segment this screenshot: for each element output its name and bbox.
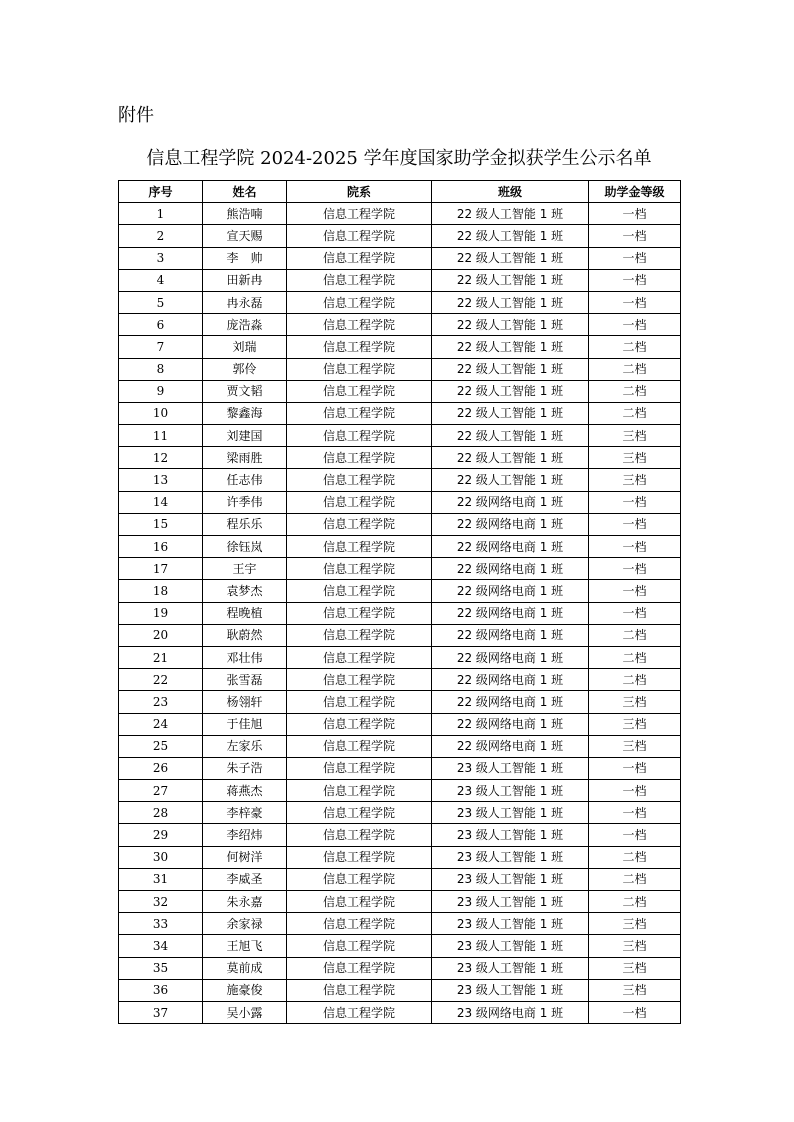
cell-class: 22 级人工智能 1 班 bbox=[432, 314, 589, 336]
cell-class: 22 级网络电商 1 班 bbox=[432, 646, 589, 668]
cell-grant-level: 二档 bbox=[589, 402, 681, 424]
cell-name: 宣天赐 bbox=[203, 225, 287, 247]
cell-name: 耿蔚然 bbox=[203, 624, 287, 646]
cell-class: 23 级人工智能 1 班 bbox=[432, 957, 589, 979]
cell-name: 朱子浩 bbox=[203, 757, 287, 779]
cell-class: 22 级网络电商 1 班 bbox=[432, 580, 589, 602]
cell-class: 22 级人工智能 1 班 bbox=[432, 358, 589, 380]
table-row bbox=[119, 314, 681, 336]
cell-class: 22 级网络电商 1 班 bbox=[432, 624, 589, 646]
table-row bbox=[119, 247, 681, 269]
table-row bbox=[119, 713, 681, 735]
cell-grant-level: 一档 bbox=[589, 247, 681, 269]
cell-department: 信息工程学院 bbox=[287, 669, 432, 691]
cell-name: 贾文韬 bbox=[203, 380, 287, 402]
cell-class: 22 级人工智能 1 班 bbox=[432, 291, 589, 313]
cell-index: 6 bbox=[119, 314, 203, 336]
cell-index: 29 bbox=[119, 824, 203, 846]
cell-grant-level: 一档 bbox=[589, 491, 681, 513]
table-row bbox=[119, 757, 681, 779]
cell-class: 23 级人工智能 1 班 bbox=[432, 824, 589, 846]
cell-department: 信息工程学院 bbox=[287, 757, 432, 779]
cell-department: 信息工程学院 bbox=[287, 447, 432, 469]
cell-index: 4 bbox=[119, 269, 203, 291]
cell-name: 李 帅 bbox=[203, 247, 287, 269]
cell-class: 23 级人工智能 1 班 bbox=[432, 846, 589, 868]
table-row bbox=[119, 935, 681, 957]
cell-grant-level: 三档 bbox=[589, 713, 681, 735]
cell-department: 信息工程学院 bbox=[287, 402, 432, 424]
table-row bbox=[119, 425, 681, 447]
cell-class: 22 级人工智能 1 班 bbox=[432, 203, 589, 225]
cell-name: 左家乐 bbox=[203, 735, 287, 757]
cell-class: 23 级人工智能 1 班 bbox=[432, 868, 589, 890]
cell-department: 信息工程学院 bbox=[287, 868, 432, 890]
cell-name: 何树洋 bbox=[203, 846, 287, 868]
cell-grant-level: 一档 bbox=[589, 513, 681, 535]
cell-grant-level: 二档 bbox=[589, 891, 681, 913]
table-row bbox=[119, 225, 681, 247]
cell-index: 12 bbox=[119, 447, 203, 469]
cell-department: 信息工程学院 bbox=[287, 358, 432, 380]
cell-name: 徐钰岚 bbox=[203, 536, 287, 558]
cell-index: 19 bbox=[119, 602, 203, 624]
cell-index: 5 bbox=[119, 291, 203, 313]
cell-department: 信息工程学院 bbox=[287, 602, 432, 624]
table-row bbox=[119, 913, 681, 935]
cell-department: 信息工程学院 bbox=[287, 336, 432, 358]
cell-grant-level: 二档 bbox=[589, 336, 681, 358]
cell-class: 23 级人工智能 1 班 bbox=[432, 802, 589, 824]
cell-department: 信息工程学院 bbox=[287, 269, 432, 291]
cell-name: 刘瑞 bbox=[203, 336, 287, 358]
table-row bbox=[119, 580, 681, 602]
cell-class: 22 级网络电商 1 班 bbox=[432, 536, 589, 558]
cell-class: 22 级人工智能 1 班 bbox=[432, 247, 589, 269]
table-row bbox=[119, 669, 681, 691]
cell-grant-level: 三档 bbox=[589, 735, 681, 757]
cell-class: 22 级网络电商 1 班 bbox=[432, 735, 589, 757]
cell-department: 信息工程学院 bbox=[287, 469, 432, 491]
cell-department: 信息工程学院 bbox=[287, 425, 432, 447]
cell-name: 刘建国 bbox=[203, 425, 287, 447]
cell-index: 28 bbox=[119, 802, 203, 824]
table-row bbox=[119, 780, 681, 802]
cell-name: 黎鑫海 bbox=[203, 402, 287, 424]
cell-department: 信息工程学院 bbox=[287, 1001, 432, 1023]
cell-grant-level: 一档 bbox=[589, 802, 681, 824]
cell-name: 王旭飞 bbox=[203, 935, 287, 957]
table-row bbox=[119, 558, 681, 580]
cell-index: 13 bbox=[119, 469, 203, 491]
table-row bbox=[119, 735, 681, 757]
cell-index: 35 bbox=[119, 957, 203, 979]
cell-department: 信息工程学院 bbox=[287, 580, 432, 602]
document-title: 信息工程学院 2024-2025 学年度国家助学金拟获学生公示名单 bbox=[146, 148, 652, 169]
cell-name: 李威圣 bbox=[203, 868, 287, 890]
table-row bbox=[119, 536, 681, 558]
cell-index: 16 bbox=[119, 536, 203, 558]
table-row bbox=[119, 868, 681, 890]
cell-index: 1 bbox=[119, 203, 203, 225]
cell-department: 信息工程学院 bbox=[287, 713, 432, 735]
cell-index: 7 bbox=[119, 336, 203, 358]
cell-name: 任志伟 bbox=[203, 469, 287, 491]
header-name: 姓名 bbox=[203, 181, 287, 203]
cell-name: 田新冉 bbox=[203, 269, 287, 291]
cell-index: 14 bbox=[119, 491, 203, 513]
cell-department: 信息工程学院 bbox=[287, 646, 432, 668]
cell-grant-level: 一档 bbox=[589, 225, 681, 247]
cell-grant-level: 一档 bbox=[589, 269, 681, 291]
cell-index: 30 bbox=[119, 846, 203, 868]
table-row bbox=[119, 513, 681, 535]
cell-name: 于佳旭 bbox=[203, 713, 287, 735]
cell-grant-level: 一档 bbox=[589, 558, 681, 580]
cell-grant-level: 一档 bbox=[589, 291, 681, 313]
table-row bbox=[119, 203, 681, 225]
cell-name: 杨翎轩 bbox=[203, 691, 287, 713]
cell-index: 27 bbox=[119, 780, 203, 802]
cell-grant-level: 一档 bbox=[589, 580, 681, 602]
cell-name: 郭伶 bbox=[203, 358, 287, 380]
cell-grant-level: 三档 bbox=[589, 691, 681, 713]
cell-class: 22 级人工智能 1 班 bbox=[432, 469, 589, 491]
cell-index: 15 bbox=[119, 513, 203, 535]
cell-grant-level: 三档 bbox=[589, 913, 681, 935]
cell-grant-level: 一档 bbox=[589, 780, 681, 802]
cell-class: 23 级人工智能 1 班 bbox=[432, 913, 589, 935]
cell-name: 许季伟 bbox=[203, 491, 287, 513]
cell-index: 8 bbox=[119, 358, 203, 380]
cell-class: 23 级人工智能 1 班 bbox=[432, 891, 589, 913]
cell-class: 22 级人工智能 1 班 bbox=[432, 425, 589, 447]
cell-grant-level: 二档 bbox=[589, 846, 681, 868]
cell-class: 22 级人工智能 1 班 bbox=[432, 225, 589, 247]
cell-department: 信息工程学院 bbox=[287, 491, 432, 513]
cell-grant-level: 二档 bbox=[589, 646, 681, 668]
cell-class: 22 级人工智能 1 班 bbox=[432, 336, 589, 358]
cell-grant-level: 三档 bbox=[589, 979, 681, 1001]
cell-department: 信息工程学院 bbox=[287, 536, 432, 558]
cell-index: 10 bbox=[119, 402, 203, 424]
table-row bbox=[119, 380, 681, 402]
table-body bbox=[119, 203, 681, 1024]
cell-class: 22 级网络电商 1 班 bbox=[432, 691, 589, 713]
cell-index: 20 bbox=[119, 624, 203, 646]
cell-grant-level: 一档 bbox=[589, 314, 681, 336]
cell-name: 冉永磊 bbox=[203, 291, 287, 313]
cell-name: 朱永嘉 bbox=[203, 891, 287, 913]
cell-name: 王宇 bbox=[203, 558, 287, 580]
cell-index: 2 bbox=[119, 225, 203, 247]
cell-class: 22 级网络电商 1 班 bbox=[432, 602, 589, 624]
cell-name: 程晚植 bbox=[203, 602, 287, 624]
table-row bbox=[119, 891, 681, 913]
cell-department: 信息工程学院 bbox=[287, 802, 432, 824]
cell-index: 33 bbox=[119, 913, 203, 935]
cell-class: 22 级网络电商 1 班 bbox=[432, 669, 589, 691]
cell-grant-level: 一档 bbox=[589, 536, 681, 558]
cell-index: 32 bbox=[119, 891, 203, 913]
cell-class: 22 级人工智能 1 班 bbox=[432, 402, 589, 424]
cell-name: 袁梦杰 bbox=[203, 580, 287, 602]
table-header-row bbox=[119, 181, 681, 203]
cell-department: 信息工程学院 bbox=[287, 957, 432, 979]
cell-name: 余家禄 bbox=[203, 913, 287, 935]
cell-index: 34 bbox=[119, 935, 203, 957]
cell-name: 施豪俊 bbox=[203, 979, 287, 1001]
cell-department: 信息工程学院 bbox=[287, 558, 432, 580]
cell-grant-level: 二档 bbox=[589, 358, 681, 380]
header-department: 院系 bbox=[287, 181, 432, 203]
cell-grant-level: 一档 bbox=[589, 1001, 681, 1023]
table-row bbox=[119, 447, 681, 469]
cell-grant-level: 一档 bbox=[589, 757, 681, 779]
cell-index: 11 bbox=[119, 425, 203, 447]
cell-grant-level: 二档 bbox=[589, 624, 681, 646]
cell-department: 信息工程学院 bbox=[287, 735, 432, 757]
table-row bbox=[119, 269, 681, 291]
cell-class: 22 级人工智能 1 班 bbox=[432, 380, 589, 402]
table-row bbox=[119, 1001, 681, 1023]
cell-department: 信息工程学院 bbox=[287, 780, 432, 802]
cell-class: 22 级人工智能 1 班 bbox=[432, 269, 589, 291]
header-index: 序号 bbox=[119, 181, 203, 203]
cell-class: 22 级网络电商 1 班 bbox=[432, 558, 589, 580]
cell-grant-level: 一档 bbox=[589, 203, 681, 225]
cell-department: 信息工程学院 bbox=[287, 203, 432, 225]
cell-class: 22 级网络电商 1 班 bbox=[432, 513, 589, 535]
cell-class: 22 级人工智能 1 班 bbox=[432, 447, 589, 469]
cell-index: 31 bbox=[119, 868, 203, 890]
table-row bbox=[119, 602, 681, 624]
cell-department: 信息工程学院 bbox=[287, 846, 432, 868]
cell-index: 36 bbox=[119, 979, 203, 1001]
cell-class: 23 级人工智能 1 班 bbox=[432, 935, 589, 957]
cell-department: 信息工程学院 bbox=[287, 691, 432, 713]
cell-department: 信息工程学院 bbox=[287, 979, 432, 1001]
cell-name: 李绍炜 bbox=[203, 824, 287, 846]
cell-index: 21 bbox=[119, 646, 203, 668]
table-row bbox=[119, 646, 681, 668]
table-row bbox=[119, 691, 681, 713]
cell-name: 莫前成 bbox=[203, 957, 287, 979]
table-row bbox=[119, 624, 681, 646]
cell-grant-level: 三档 bbox=[589, 957, 681, 979]
cell-index: 37 bbox=[119, 1001, 203, 1023]
table-row bbox=[119, 957, 681, 979]
cell-name: 梁雨胜 bbox=[203, 447, 287, 469]
cell-name: 张雪磊 bbox=[203, 669, 287, 691]
table-row bbox=[119, 291, 681, 313]
cell-grant-level: 三档 bbox=[589, 935, 681, 957]
cell-department: 信息工程学院 bbox=[287, 291, 432, 313]
cell-index: 3 bbox=[119, 247, 203, 269]
cell-index: 23 bbox=[119, 691, 203, 713]
cell-index: 24 bbox=[119, 713, 203, 735]
table-row bbox=[119, 846, 681, 868]
cell-name: 吴小露 bbox=[203, 1001, 287, 1023]
cell-index: 18 bbox=[119, 580, 203, 602]
attachment-label: 附件 bbox=[118, 105, 154, 126]
cell-grant-level: 一档 bbox=[589, 824, 681, 846]
cell-grant-level: 一档 bbox=[589, 602, 681, 624]
table-row bbox=[119, 336, 681, 358]
cell-grant-level: 二档 bbox=[589, 868, 681, 890]
cell-index: 9 bbox=[119, 380, 203, 402]
header-class: 班级 bbox=[432, 181, 589, 203]
cell-name: 程乐乐 bbox=[203, 513, 287, 535]
cell-class: 23 级网络电商 1 班 bbox=[432, 1001, 589, 1023]
cell-name: 邓壮伟 bbox=[203, 646, 287, 668]
cell-grant-level: 三档 bbox=[589, 447, 681, 469]
cell-department: 信息工程学院 bbox=[287, 913, 432, 935]
cell-index: 22 bbox=[119, 669, 203, 691]
cell-name: 庞浩淼 bbox=[203, 314, 287, 336]
cell-department: 信息工程学院 bbox=[287, 513, 432, 535]
cell-name: 李梓豪 bbox=[203, 802, 287, 824]
cell-index: 17 bbox=[119, 558, 203, 580]
cell-department: 信息工程学院 bbox=[287, 247, 432, 269]
cell-class: 22 级网络电商 1 班 bbox=[432, 491, 589, 513]
cell-grant-level: 二档 bbox=[589, 669, 681, 691]
cell-department: 信息工程学院 bbox=[287, 314, 432, 336]
cell-department: 信息工程学院 bbox=[287, 225, 432, 247]
table-row bbox=[119, 358, 681, 380]
table-row bbox=[119, 402, 681, 424]
cell-department: 信息工程学院 bbox=[287, 380, 432, 402]
cell-department: 信息工程学院 bbox=[287, 624, 432, 646]
table-row bbox=[119, 824, 681, 846]
table-row bbox=[119, 491, 681, 513]
table-row bbox=[119, 802, 681, 824]
cell-department: 信息工程学院 bbox=[287, 824, 432, 846]
table-row bbox=[119, 469, 681, 491]
cell-grant-level: 三档 bbox=[589, 425, 681, 447]
cell-class: 22 级网络电商 1 班 bbox=[432, 713, 589, 735]
cell-name: 熊浩喃 bbox=[203, 203, 287, 225]
cell-grant-level: 二档 bbox=[589, 380, 681, 402]
cell-class: 23 级人工智能 1 班 bbox=[432, 780, 589, 802]
cell-class: 23 级人工智能 1 班 bbox=[432, 757, 589, 779]
cell-department: 信息工程学院 bbox=[287, 935, 432, 957]
cell-index: 25 bbox=[119, 735, 203, 757]
cell-grant-level: 三档 bbox=[589, 469, 681, 491]
grant-recipient-table bbox=[118, 180, 681, 1024]
cell-department: 信息工程学院 bbox=[287, 891, 432, 913]
header-grant-level: 助学金等级 bbox=[589, 181, 681, 203]
cell-class: 23 级人工智能 1 班 bbox=[432, 979, 589, 1001]
cell-name: 蒋燕杰 bbox=[203, 780, 287, 802]
table-row bbox=[119, 979, 681, 1001]
cell-index: 26 bbox=[119, 757, 203, 779]
